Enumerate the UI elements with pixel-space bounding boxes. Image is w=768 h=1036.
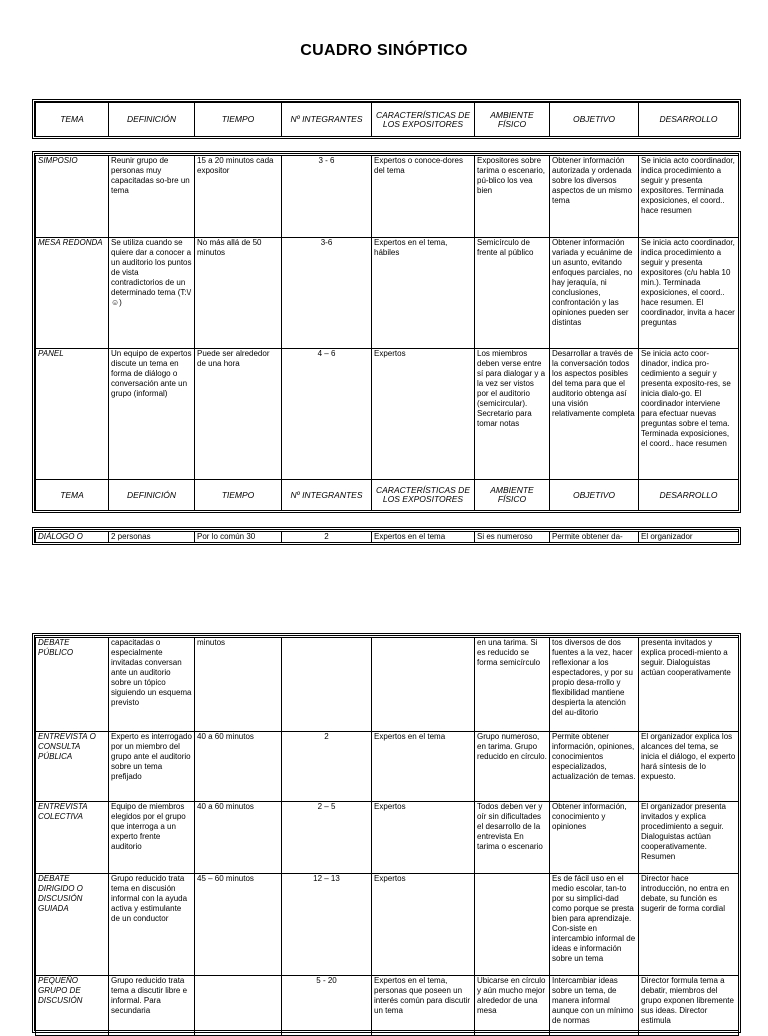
cell-integrantes: 2: [282, 532, 372, 543]
header-ambiente: AMBIENTE FÍSICO: [475, 103, 550, 137]
table-row: [36, 238, 739, 349]
cell-ambiente: Si es numeroso: [475, 532, 550, 543]
page-title: CUADRO SINÓPTICO: [300, 42, 468, 59]
cell-integrantes: [282, 638, 372, 732]
cell-tiempo: 45 – 60 minutos: [195, 874, 282, 976]
cell-ambiente: [475, 874, 550, 976]
table-row: [36, 156, 739, 238]
cell-ambiente: Los miembros deben verse entre sí para dialogar y a la vez ser vistos por el auditorio (semicircular). Secretario para tomar notas: [475, 349, 550, 480]
cell-tema: ENTREVISTA COLECTIVA: [36, 802, 109, 874]
cell-tiempo: [195, 976, 282, 1036]
cell-definicion: Equipo de miembros elegidos por el grupo que interroga a un experto frente auditorio: [109, 802, 195, 874]
header-objetivo: OBJETIVO: [550, 480, 639, 511]
table-row: [36, 874, 739, 976]
page2-table: [35, 637, 739, 1036]
cell-caracteristicas: Expertos en el tema: [372, 732, 475, 802]
cell-desarrollo: presenta invitados y explica procedi-miento a seguir. Dialoguistas actúan cooperativamente: [639, 638, 739, 732]
cell-tema: MESA REDONDA: [36, 238, 109, 349]
cell-caracteristicas: Expertos o conoce-dores del tema: [372, 156, 475, 238]
cell-objetivo: tos diversos de dos fuentes a la vez, hacer reflexionar a los espectadores, y por su propio desa-rrollo y flexibilidad mantiene despierta la atención del au-ditorio: [550, 638, 639, 732]
cell-tiempo: Por lo común 30: [195, 532, 282, 543]
cell-definicion: 2 personas: [109, 532, 195, 543]
cell-tema: DIÁLOGO O: [36, 532, 109, 543]
header-definicion: DEFINICIÓN: [109, 103, 195, 137]
cell-desarrollo: Se inicia acto coor-dinador, indica pro-cedimiento a seguir y presenta exposito-res, se inicia dialo-go. El coordinador interviene para efectuar nuevas preguntas sobre el tema. Terminada exposiciones, el coord.. hace resumen: [639, 349, 739, 480]
cell-ambiente: en una tarima. Si es reducido se forma semicírculo: [475, 638, 550, 732]
header-integrantes: Nº INTEGRANTES: [282, 480, 372, 511]
header-tema: TEMA: [36, 103, 109, 137]
cell-caracteristicas: Expertos: [372, 349, 475, 480]
table-row: [36, 638, 739, 732]
cell-objetivo: Permite obtener da-: [550, 532, 639, 543]
cell-objetivo: Obtener información variada y ecuánime de un asunto, evitando enfoques parciales, no hay jeraquía, ni conclusiones, confrontación y las opiniones pueden ser distintas: [550, 238, 639, 349]
cell-ambiente: Expositores sobre tarima o escenario, pú-blico los vea bien: [475, 156, 550, 238]
cell-tiempo: minutos: [195, 638, 282, 732]
cell-integrantes: 5 - 20: [282, 976, 372, 1036]
header-tema: TEMA: [36, 480, 109, 511]
header-desarrollo: DESARROLLO: [639, 480, 739, 511]
cell-objetivo: Permite obtener información, opiniones, conocimientos especializados, actualización de temas.: [550, 732, 639, 802]
header-desarrollo: DESARROLLO: [639, 103, 739, 137]
cell-definicion: capacitadas o especialmente invitadas conversan ante un auditorio sobre un tópico siguiendo un esquema previsto: [109, 638, 195, 732]
cell-caracteristicas: [372, 638, 475, 732]
header-caracteristicas: CARACTERÍSTICAS DE LOS EXPOSITORES: [372, 103, 475, 137]
cell-definicion: Grupo reducido trata tema en discusión informal con la ayuda activa y estimulante de un conductor: [109, 874, 195, 976]
cell-tema: PANEL: [36, 349, 109, 480]
table-row: [36, 349, 739, 480]
table-row: [36, 802, 739, 874]
cell-caracteristicas: Expertos en el tema: [372, 532, 475, 543]
cell-caracteristicas: Expertos en el tema, personas que poseen un interés común para discutir un tema: [372, 976, 475, 1036]
table-row: [36, 532, 739, 543]
cell-integrantes: 12 – 13: [282, 874, 372, 976]
table-row: [36, 732, 739, 802]
cell-definicion: Experto es interrogado por un miembro del grupo ante el auditorio sobre un tema prefijado: [109, 732, 195, 802]
cell-objetivo: Intercambiar ideas sobre un tema, de manera informal aunque con un mínimo de normas: [550, 976, 639, 1036]
cell-ambiente: Semicírculo de frente al público: [475, 238, 550, 349]
cell-ambiente: Ubicarse en círculo y aún mucho mejor alrededor de una mesa: [475, 976, 550, 1036]
cell-desarrollo: El organizador presenta invitados y explica procedimiento a seguir. Dialoguistas actúan cooperativamente. Resumen: [639, 802, 739, 874]
cell-integrantes: 2 – 5: [282, 802, 372, 874]
cell-ambiente: Todos deben ver y oír sin dificultades el desarrollo de la entrevista En tarima o escenario: [475, 802, 550, 874]
cell-tiempo: 40 a 60 minutos: [195, 732, 282, 802]
table-row: [36, 976, 739, 1036]
cell-definicion: Un equipo de expertos discute un tema en forma de diálogo o conversación ante un grupo (informal): [109, 349, 195, 480]
cell-integrantes: 3 - 6: [282, 156, 372, 238]
cell-tema: PEQUEÑO GRUPO DE DISCUSIÓN: [36, 976, 109, 1036]
split-row-table: [35, 531, 739, 543]
header-table: [35, 102, 739, 137]
cell-integrantes: 3-6: [282, 238, 372, 349]
footer-header-row: [36, 480, 739, 511]
cell-desarrollo: Director formula tema a debatir, miembros del grupo exponen libremente sus ideas. Director estimula: [639, 976, 739, 1036]
cell-tema: ENTREVISTA O CONSULTA PÚBLICA: [36, 732, 109, 802]
cell-caracteristicas: Expertos: [372, 802, 475, 874]
cell-desarrollo: Director hace introducción, no entra en debate, su función es sugerir de forma cordial: [639, 874, 739, 976]
cell-objetivo: Obtener información, conocimiento y opiniones: [550, 802, 639, 874]
cell-tema: SIMPOSIO: [36, 156, 109, 238]
cell-objetivo: Es de fácil uso en el medio escolar, tan-to por su simplici-dad como porque se presta bien para aprendizaje. Con-siste en intercambio informal de ideas e información sobre un tema: [550, 874, 639, 976]
cell-tiempo: Puede ser alrededor de una hora: [195, 349, 282, 480]
cell-tiempo: 40 a 60 minutos: [195, 802, 282, 874]
cell-definicion: Grupo reducido trata tema a discutir libre e informal. Para secundaria: [109, 976, 195, 1036]
cell-definicion: Se utiliza cuando se quiere dar a conocer a un auditorio los puntos de vista contradictorios de un determinado tema (T:\/☺): [109, 238, 195, 349]
cell-desarrollo: Se inicia acto coordinador, indica procedimiento a seguir y presenta expositores (c/u habla 10 min.). Terminada exposiciones, el coord.. hace resumen. El coordinador, invita a hacer preguntas: [639, 238, 739, 349]
header-tiempo: TIEMPO: [195, 103, 282, 137]
cell-integrantes: 4 – 6: [282, 349, 372, 480]
cell-definicion: Reunir grupo de personas muy capacitadas so-bre un tema: [109, 156, 195, 238]
cell-objetivo: Obtener información autorizada y ordenada sobre los diversos aspectos de un mismo tema: [550, 156, 639, 238]
cell-tema: DEBATE PÚBLICO: [36, 638, 109, 732]
cell-caracteristicas: Expertos en el tema, hábiles: [372, 238, 475, 349]
cell-desarrollo: El organizador: [639, 532, 739, 543]
header-tiempo: TIEMPO: [195, 480, 282, 511]
header-caracteristicas: CARACTERÍSTICAS DE LOS EXPOSITORES: [372, 480, 475, 511]
header-integrantes: Nº INTEGRANTES: [282, 103, 372, 137]
header-objetivo: OBJETIVO: [550, 103, 639, 137]
header-definicion: DEFINICIÓN: [109, 480, 195, 511]
main-table: [35, 155, 739, 511]
cell-tiempo: 15 a 20 minutos cada expositor: [195, 156, 282, 238]
cell-desarrollo: Se inicia acto coordinador, indica procedimiento a seguir y presenta expositores. Terminada exposiciones, el coord.. hace resumen: [639, 156, 739, 238]
header-ambiente: AMBIENTE FÍSICO: [475, 480, 550, 511]
cell-desarrollo: El organizador explica los alcances del tema, se inicia el diálogo, el experto hará síntesis de lo expuesto.: [639, 732, 739, 802]
cell-caracteristicas: Expertos: [372, 874, 475, 976]
cell-objetivo: Desarrollar a través de la conversación todos los aspectos posibles del tema para que el auditorio obtenga así una visión relativamente completa: [550, 349, 639, 480]
cell-integrantes: 2: [282, 732, 372, 802]
cell-tema: DEBATE DIRIGIDO O DISCUSIÓN GUIADA: [36, 874, 109, 976]
cell-tiempo: No más allá de 50 minutos: [195, 238, 282, 349]
cell-ambiente: Grupo numeroso, en tarima. Grupo reducido en círculo.: [475, 732, 550, 802]
